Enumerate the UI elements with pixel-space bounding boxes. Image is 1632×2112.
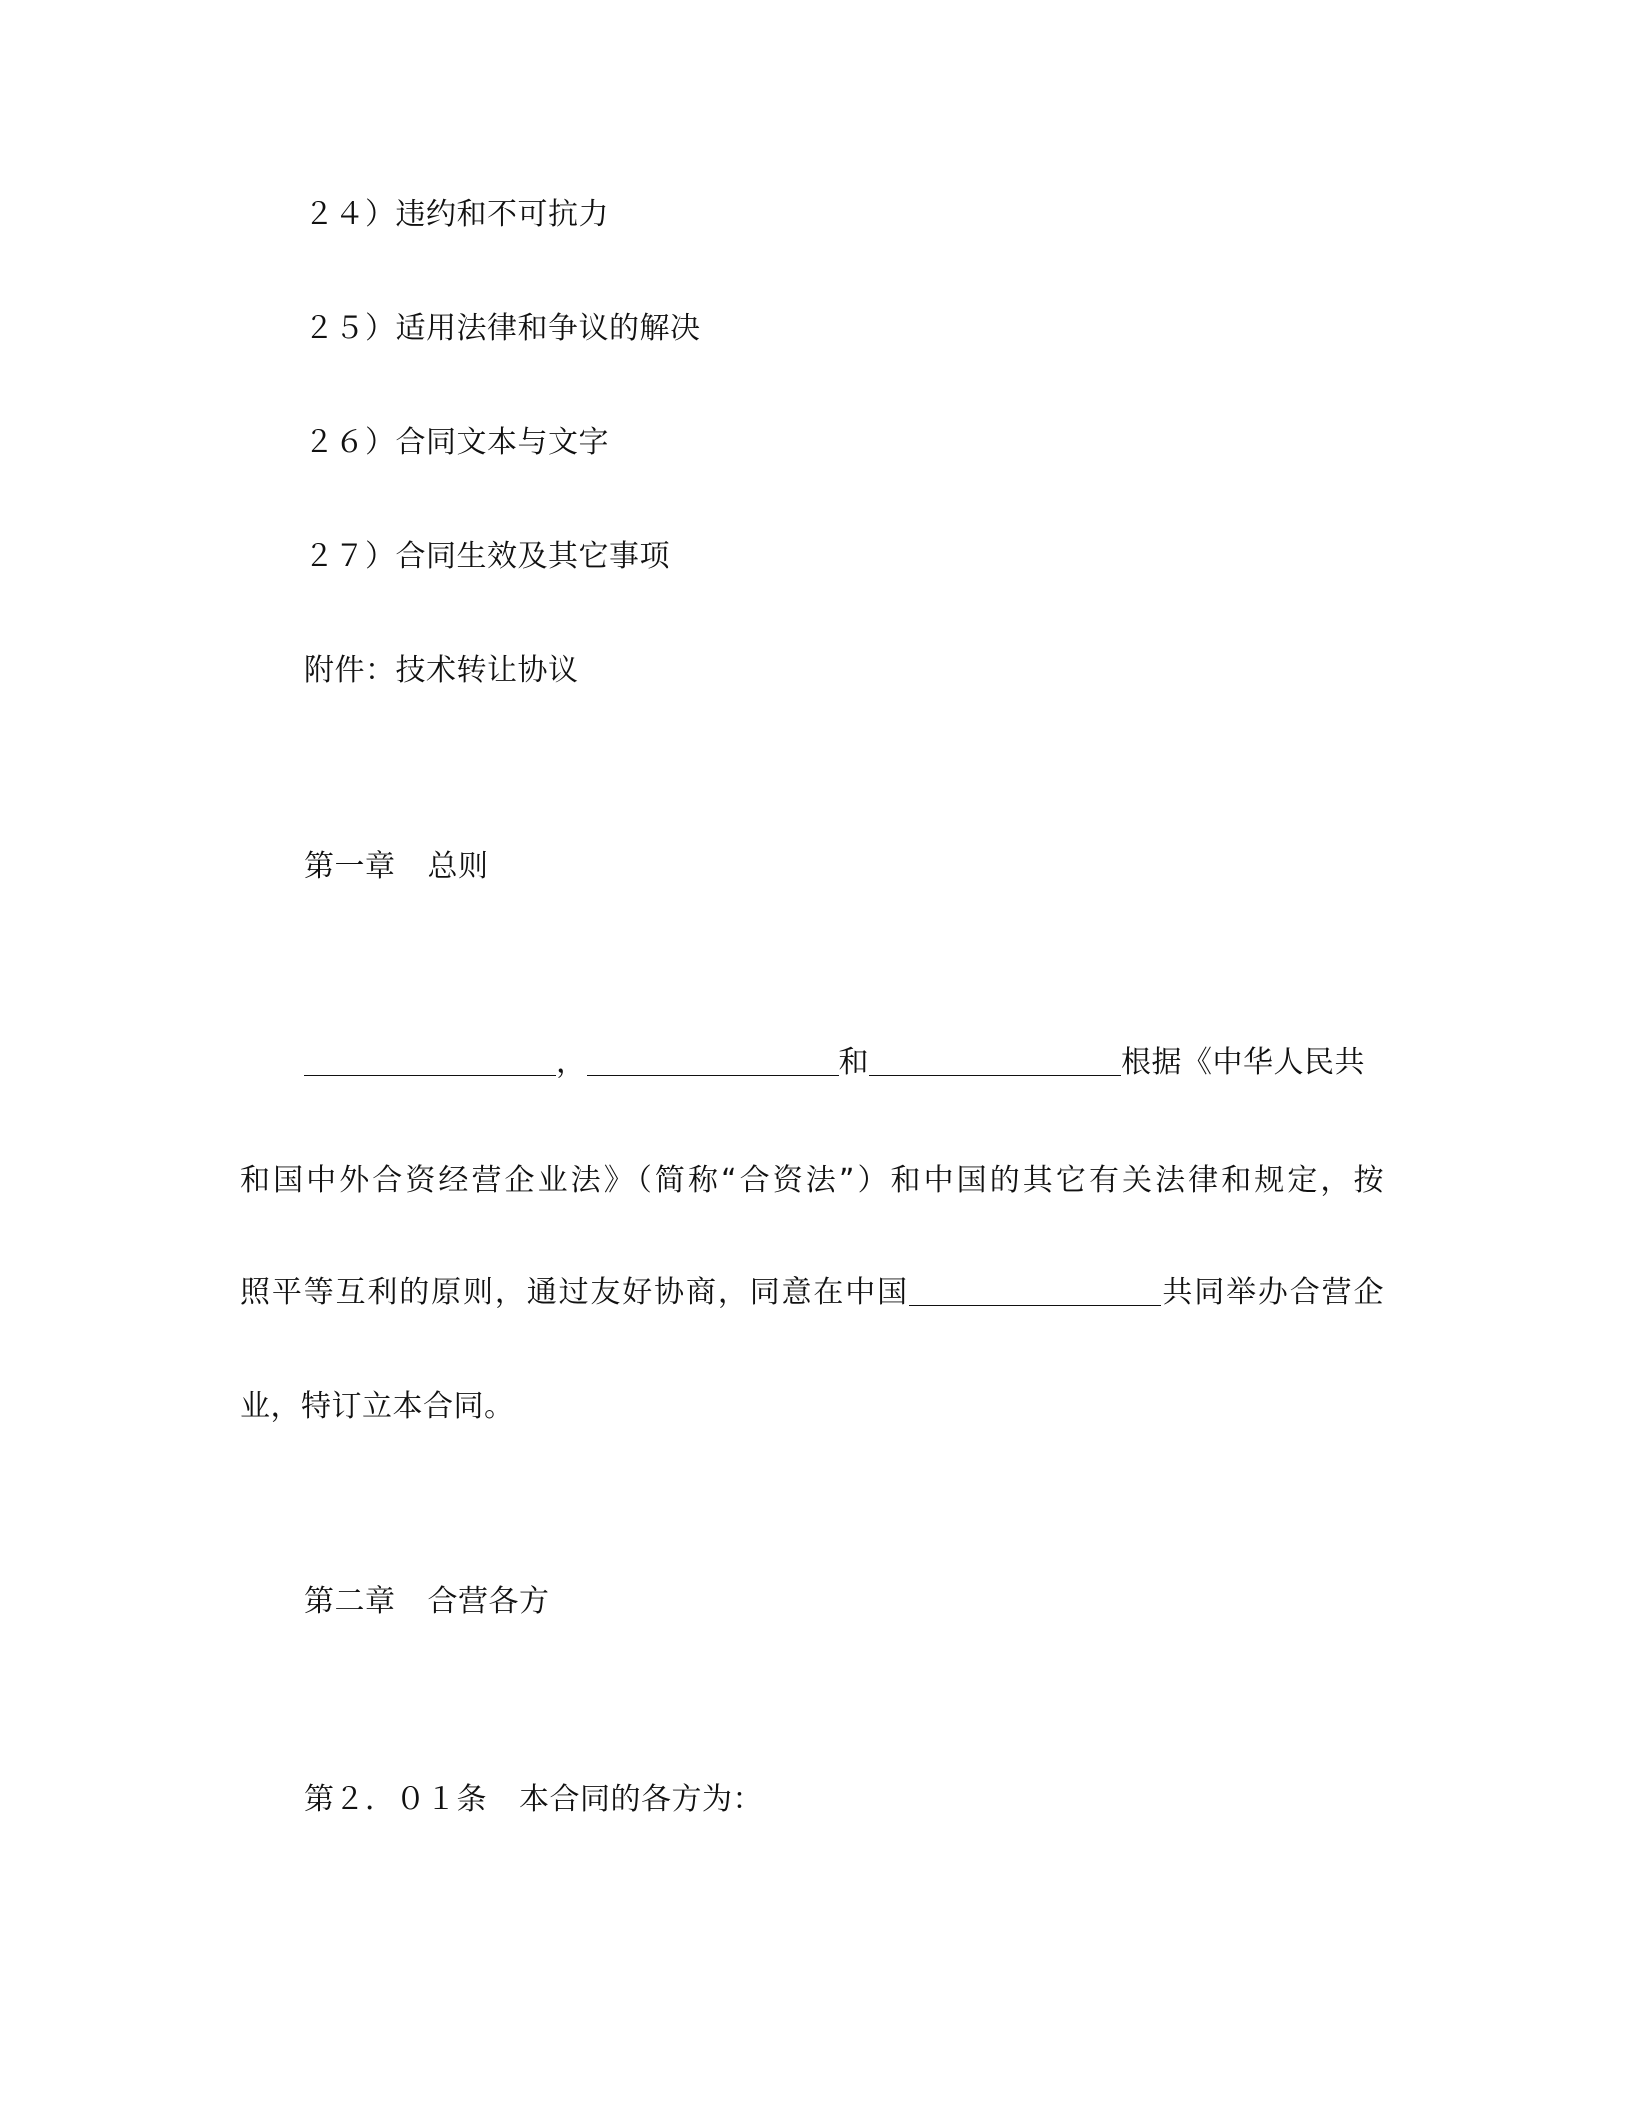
chapter-1-para-line-2: 和国中外合资经营企业法》（简称“合资法”）和中国的其它有关法律和规定，按 xyxy=(240,1163,1384,1198)
and-text: 和 xyxy=(838,1045,869,1080)
para-line-3-after: 共同举办合营企 xyxy=(1161,1275,1385,1310)
chapter-2-title: 合营各方 xyxy=(427,1584,550,1619)
chapter-1-heading xyxy=(304,847,489,887)
chapter-1-para-line-4: 业，特订立本合同。 xyxy=(240,1389,515,1424)
chapter-1-para-line-3 xyxy=(240,1273,1384,1313)
according-to-text: 根据《中华人民共 xyxy=(1121,1045,1365,1080)
toc-item-25: ２５）适用法律和争议的解决 xyxy=(304,311,701,346)
party-a-blank xyxy=(304,1047,556,1076)
article-2-01-number: 第２．０１条 xyxy=(304,1782,487,1817)
chapter-2-number: 第二章 xyxy=(304,1584,396,1619)
toc-item-26: ２６）合同文本与文字 xyxy=(304,425,609,460)
location-blank xyxy=(909,1277,1161,1306)
chapter-1-number: 第一章 xyxy=(304,849,396,884)
article-2-01 xyxy=(304,1780,763,1820)
party-b-blank xyxy=(587,1047,839,1076)
article-2-01-text: 本合同的各方为： xyxy=(519,1782,763,1817)
para-line-3-before: 照平等互利的原则，通过友好协商，同意在中国 xyxy=(240,1275,909,1310)
chapter-2-heading xyxy=(304,1582,550,1622)
toc-item-attachment: 附件：技术转让协议 xyxy=(304,653,579,688)
toc-item-24: ２４）违约和不可抗力 xyxy=(304,197,609,232)
party-c-blank xyxy=(869,1047,1121,1076)
chapter-1-para-line-1 xyxy=(304,1043,1365,1083)
comma-text: ， xyxy=(556,1045,587,1080)
toc-item-27: ２７）合同生效及其它事项 xyxy=(304,539,670,574)
chapter-1-title: 总则 xyxy=(427,849,489,884)
